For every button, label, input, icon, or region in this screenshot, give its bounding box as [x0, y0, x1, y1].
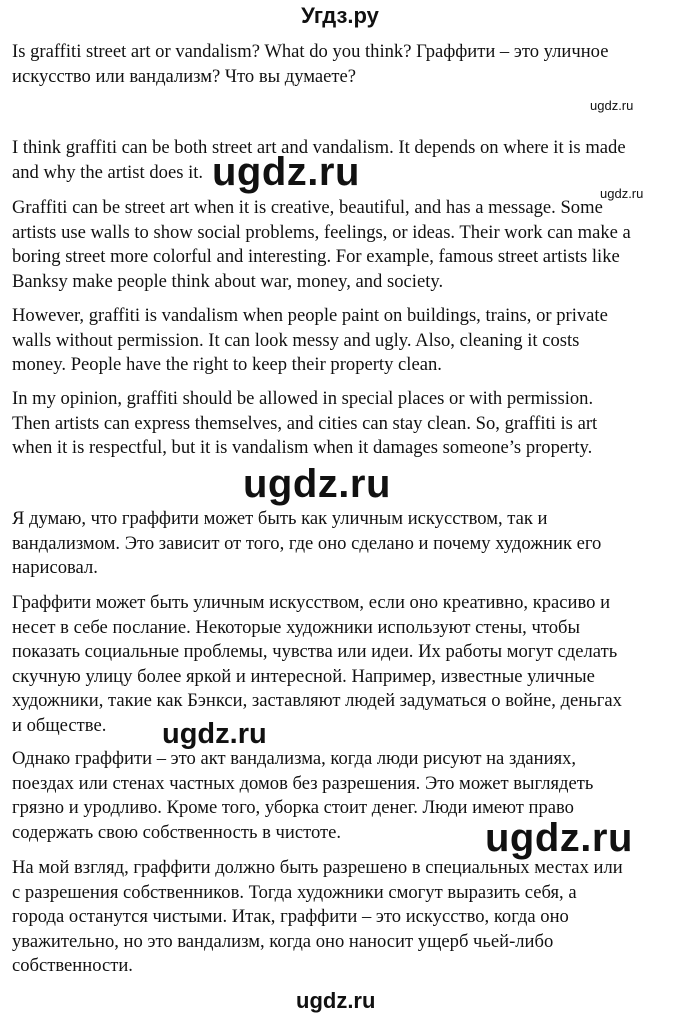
text-line: показать социальные проблемы, чувства или идеи. Их работы могут сделать — [12, 641, 618, 662]
text-line: In my opinion, graffiti should be allowed in special places or with permission. — [12, 388, 594, 409]
text-line: boring street more colorful and interesting. For example, famous street artists like — [12, 246, 620, 267]
text-line: поездах или стенах частных домов без разрешения. Это может выглядеть — [12, 772, 594, 794]
text-line: artists use walls to show social problems, feelings, or ideas. Their work can make a — [12, 221, 631, 243]
english-paragraph-2 — [12, 196, 674, 294]
question-text — [12, 40, 674, 89]
text-line: and why the artist does it. — [12, 161, 204, 183]
watermark-medium: ugdz.ru — [162, 718, 267, 750]
watermark-small: ugdz.ru — [590, 98, 634, 113]
text-line: несет в себе послание. Некоторые художники используют стены, чтобы — [12, 616, 580, 638]
text-line: собственности. — [12, 955, 133, 976]
text-line: Then artists can express themselves, and cities can stay clean. So, graffiti is art — [12, 412, 598, 434]
text-line: money. People have the right to keep their property clean. — [12, 354, 442, 375]
watermark-large: ugdz.ru — [485, 816, 633, 860]
text-line: Banksy make people think about war, money, and society. — [12, 270, 444, 292]
text-line: уважительно, но это вандализм, когда оно наносит ущерб чьей-либо — [12, 930, 554, 952]
text-line: нарисовал. — [12, 557, 98, 578]
russian-paragraph-4 — [12, 856, 674, 979]
text-line: Граффити может быть уличным искусством, если оно креативно, красиво и — [12, 592, 611, 613]
text-line: художники, такие как Бэнкси, заставляют людей задуматься о войне, деньгах — [12, 690, 622, 711]
text-line: Однако граффити – это акт вандализма, когда люди рисуют на зданиях, — [12, 748, 577, 769]
text-line: искусство или вандализм? Что вы думаете? — [12, 65, 357, 87]
text-line: Graffiti can be street art when it is creative, beautiful, and has a message. Some — [12, 197, 603, 218]
watermark-large: ugdz.ru — [212, 150, 360, 194]
text-line: Я думаю, что граффити может быть как уличным искусством, так и — [12, 508, 548, 529]
text-line: walls without permission. It can look messy and ugly. Also, cleaning it costs — [12, 329, 580, 351]
english-paragraph-3 — [12, 304, 674, 378]
watermark-large: ugdz.ru — [243, 462, 391, 506]
text-line: when it is respectful, but it is vandalism when it damages someone’s property. — [12, 437, 593, 458]
text-line: скучную улицу более яркой и интересной. Например, известные уличные — [12, 665, 595, 687]
russian-paragraph-1 — [12, 507, 674, 581]
text-line: However, graffiti is vandalism when people paint on buildings, trains, or private — [12, 305, 608, 326]
text-line: грязно и уродливо. Кроме того, уборка стоит денег. Люди имеют право — [12, 797, 574, 818]
text-line: содержать свою собственность в чистоте. — [12, 821, 342, 843]
watermark-small: ugdz.ru — [600, 186, 644, 201]
footer-watermark: ugdz.ru — [296, 988, 376, 1013]
text-line: вандализмом. Это зависит от того, где оно сделано и почему художник его — [12, 532, 602, 554]
text-line: На мой взгляд, граффити должно быть разрешено в специальных местах или — [12, 857, 623, 878]
text-line: I think graffiti can be both street art and vandalism. It depends on where it is made — [12, 137, 626, 158]
text-line: города останутся чистыми. Итак, граффити – это искусство, когда оно — [12, 906, 569, 927]
text-line: Is graffiti street art or vandalism? What do you think? Граффити – это уличное — [12, 41, 609, 62]
site-title: Угдз.ру — [301, 3, 379, 28]
russian-paragraph-2 — [12, 591, 674, 738]
text-line: с разрешения собственников. Тогда художники смогут выразить себя, а — [12, 881, 577, 903]
text-line: и обществе. — [12, 714, 107, 736]
english-paragraph-4 — [12, 387, 674, 461]
